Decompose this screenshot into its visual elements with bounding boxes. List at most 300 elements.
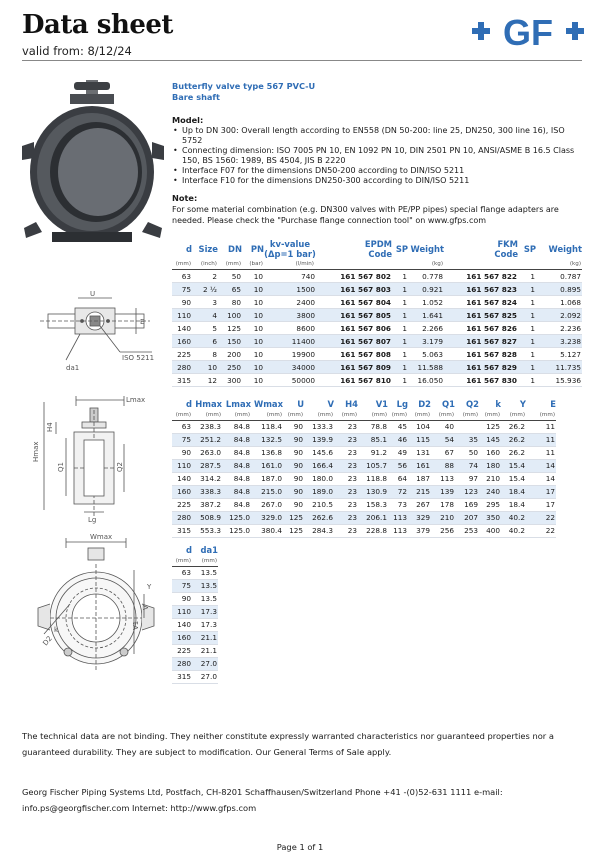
table-cell: 1.052 bbox=[408, 296, 444, 309]
table-cell: 1 bbox=[392, 361, 408, 374]
table-cell: 379 bbox=[408, 524, 431, 537]
table-cell: 13.5 bbox=[192, 579, 218, 592]
label-k: k bbox=[54, 626, 59, 634]
table-cell: 161 567 825 bbox=[444, 309, 518, 322]
table-cell: 169 bbox=[455, 498, 479, 511]
table-cell: 508.9 bbox=[192, 511, 222, 524]
table-row bbox=[172, 283, 582, 296]
col-epdm-line2: Code bbox=[368, 248, 392, 259]
table-cell: 8600 bbox=[264, 322, 316, 335]
table-cell: 161 567 824 bbox=[444, 296, 518, 309]
table-cell: 180.0 bbox=[304, 472, 334, 485]
table-cell: 238.3 bbox=[192, 420, 222, 433]
table-cell: 12 bbox=[192, 374, 218, 387]
table-cell: 187 bbox=[408, 472, 431, 485]
table-cell: 295 bbox=[479, 498, 501, 511]
table-cell: 215.0 bbox=[251, 485, 283, 498]
table-cell: 1 bbox=[392, 270, 408, 283]
table-row bbox=[172, 592, 218, 605]
table-cell: 21.1 bbox=[192, 631, 218, 644]
model-bullet-list bbox=[172, 126, 582, 186]
table-cell: 35 bbox=[455, 433, 479, 446]
label-lmax: Lmax bbox=[126, 396, 146, 404]
table-cell: 1.641 bbox=[408, 309, 444, 322]
col-sp-2: SP bbox=[523, 243, 536, 254]
table-cell: 125 bbox=[479, 420, 501, 433]
col-header: Q2 bbox=[466, 400, 479, 409]
table-cell: 161 567 826 bbox=[444, 322, 518, 335]
table-cell: 84.8 bbox=[222, 420, 251, 433]
company-address: Georg Fischer Piping Systems Ltd, Postfach, CH-8201 Schaffhausen/Switzerland Phone +41 -(0)52-631 1111 e-mail: info.ps@georgfischer.com Internet: http://www.gfps.com bbox=[22, 787, 503, 813]
model-heading: Model: bbox=[172, 115, 204, 125]
table-row bbox=[172, 348, 582, 361]
table-cell: 178 bbox=[431, 498, 455, 511]
table-cell: 17.3 bbox=[192, 618, 218, 631]
col-header: d bbox=[186, 546, 192, 555]
table-cell: 23 bbox=[334, 511, 358, 524]
product-title-block bbox=[172, 81, 315, 103]
col-header: Lg bbox=[396, 400, 408, 409]
table-cell: 161 567 822 bbox=[444, 270, 518, 283]
table-row bbox=[172, 511, 556, 524]
table-cell: 1 bbox=[392, 348, 408, 361]
table-cell: 145 bbox=[479, 433, 501, 446]
table-cell: 10 bbox=[192, 361, 218, 374]
unit: (mm) bbox=[192, 556, 218, 567]
table-cell: 72 bbox=[388, 485, 408, 498]
unit: (mm) bbox=[283, 410, 304, 421]
table-cell: 19900 bbox=[264, 348, 316, 361]
note-text: For some material combination (e.g. DN300 valves with PE/PP pipes) special flange adapters are needed. Please check the "Purchase flange connection tool" on www.gfps.com bbox=[172, 205, 559, 225]
unit: (mm) bbox=[431, 410, 455, 421]
unit: (mm) bbox=[251, 410, 283, 421]
table-cell: 4 bbox=[192, 309, 218, 322]
table-row bbox=[172, 498, 556, 511]
table-cell: 1 bbox=[392, 283, 408, 296]
table-row bbox=[172, 524, 556, 537]
col-kv-line2: (Δp=1 bar) bbox=[264, 248, 316, 259]
table-row bbox=[172, 657, 218, 670]
table-cell: 240 bbox=[479, 485, 501, 498]
table-cell: 10 bbox=[242, 296, 264, 309]
table-cell: 189.0 bbox=[304, 485, 334, 498]
table-cell: 15.4 bbox=[501, 472, 526, 485]
unit: (mm) bbox=[358, 410, 388, 421]
ordering-table bbox=[172, 240, 582, 387]
table-cell: 132.5 bbox=[251, 433, 283, 446]
unit: (kg) bbox=[536, 259, 582, 270]
table-cell: 90 bbox=[283, 420, 304, 433]
top-view-drawing bbox=[30, 290, 160, 380]
table-row bbox=[172, 472, 556, 485]
page-number: Page 1 of 1 bbox=[276, 842, 324, 852]
table-cell: 23 bbox=[334, 420, 358, 433]
table-cell: 0.921 bbox=[408, 283, 444, 296]
label-hmax: Hmax bbox=[32, 441, 40, 462]
table-cell: 23 bbox=[334, 446, 358, 459]
table-cell: 215 bbox=[408, 485, 431, 498]
table-cell: 740 bbox=[264, 270, 316, 283]
table-cell: 14 bbox=[526, 459, 556, 472]
table-cell: 140 bbox=[172, 472, 192, 485]
table-cell: 158.3 bbox=[358, 498, 388, 511]
table-cell: 187.0 bbox=[251, 472, 283, 485]
label-u: U bbox=[90, 290, 96, 298]
table-cell: 160 bbox=[479, 446, 501, 459]
table-cell: 125 bbox=[283, 511, 304, 524]
table-cell: 1 bbox=[518, 283, 536, 296]
table-cell: 160 bbox=[172, 335, 192, 348]
table-cell: 10 bbox=[242, 322, 264, 335]
table-cell: 6 bbox=[192, 335, 218, 348]
table-row bbox=[172, 322, 582, 335]
table-cell: 207 bbox=[455, 511, 479, 524]
table-row bbox=[172, 446, 556, 459]
table-cell: 50 bbox=[455, 446, 479, 459]
unit: (bar) bbox=[242, 259, 264, 270]
table-cell: 180 bbox=[479, 459, 501, 472]
table-cell: 90 bbox=[283, 498, 304, 511]
table-cell: 118.4 bbox=[251, 420, 283, 433]
table-cell: 380.4 bbox=[251, 524, 283, 537]
col-header: k bbox=[495, 400, 501, 409]
table-cell: 161 567 823 bbox=[444, 283, 518, 296]
table-cell: 2400 bbox=[264, 296, 316, 309]
table-cell: 250 bbox=[218, 361, 242, 374]
table-cell: 2.266 bbox=[408, 322, 444, 335]
table-cell: 74 bbox=[455, 459, 479, 472]
table-row bbox=[172, 605, 218, 618]
model-bullet: • Up to DN 300: Overall length according to EN558 (DN 50-200: line 25, DN250, 300 line 16), ISO 5752 bbox=[172, 126, 582, 146]
table-cell: 84.8 bbox=[222, 446, 251, 459]
front-view-drawing bbox=[30, 534, 160, 684]
table-cell: 18.4 bbox=[501, 485, 526, 498]
table-cell: 110 bbox=[172, 605, 192, 618]
table-cell bbox=[455, 420, 479, 433]
table-cell: 23 bbox=[334, 485, 358, 498]
table-cell: 113 bbox=[388, 524, 408, 537]
table-cell: 251.2 bbox=[192, 433, 222, 446]
table-cell: 15.936 bbox=[536, 374, 582, 387]
label-d2: D2 bbox=[41, 634, 54, 648]
table-cell: 18.4 bbox=[501, 498, 526, 511]
table-cell: 105.7 bbox=[358, 459, 388, 472]
logo-text: GF bbox=[503, 12, 553, 52]
table-cell: 139.9 bbox=[304, 433, 334, 446]
model-bullet: • Connecting dimension: ISO 7005 PN 10, EN 1092 PN 10, DIN 2501 PN 10, ANSI/ASME B 16.5 Class 150, BS 1560: 1989, BS 4504, JIS B 2220 bbox=[172, 146, 582, 166]
table-cell: 10 bbox=[242, 270, 264, 283]
table-cell: 63 bbox=[172, 566, 192, 579]
table-cell: 90 bbox=[283, 446, 304, 459]
bolt-hole-table bbox=[172, 546, 218, 684]
table-cell: 1.068 bbox=[536, 296, 582, 309]
unit: (mm) bbox=[479, 410, 501, 421]
model-bullet: • Interface F07 for the dimensions DN50-200 according to DIN/ISO 5211 bbox=[172, 166, 582, 176]
table-cell: 54 bbox=[431, 433, 455, 446]
table-cell: 553.3 bbox=[192, 524, 222, 537]
table-cell: 100 bbox=[218, 309, 242, 322]
table-cell: 300 bbox=[218, 374, 242, 387]
col-fkm-line1: FKM bbox=[497, 240, 518, 249]
table-cell: 5.063 bbox=[408, 348, 444, 361]
disclaimer-text: The technical data are not binding. They neither constitute expressly warranted characteristics nor guaranteed properties nor a guaranteed durability. They are subject to modification. Our General Terms of Sale apply. bbox=[22, 731, 554, 757]
col-header: E bbox=[550, 400, 556, 409]
table-cell: 10 bbox=[242, 335, 264, 348]
table-cell: 34000 bbox=[264, 361, 316, 374]
table-cell: 125 bbox=[283, 524, 304, 537]
table-cell: 67 bbox=[431, 446, 455, 459]
col-header: Y bbox=[519, 400, 526, 409]
table-cell: 27.0 bbox=[192, 657, 218, 670]
table-cell: 161 567 803 bbox=[316, 283, 392, 296]
table-cell: 166.4 bbox=[304, 459, 334, 472]
valve-product-photo bbox=[22, 72, 164, 262]
table-row bbox=[172, 433, 556, 446]
table-cell: 5 bbox=[192, 322, 218, 335]
label-h4: H4 bbox=[46, 422, 54, 432]
table-cell: 104 bbox=[408, 420, 431, 433]
table-cell: 10 bbox=[242, 283, 264, 296]
table-cell: 118.8 bbox=[358, 472, 388, 485]
col-header: U bbox=[297, 400, 304, 409]
table-cell: 3800 bbox=[264, 309, 316, 322]
table-cell: 1 bbox=[518, 322, 536, 335]
table-cell: 263.0 bbox=[192, 446, 222, 459]
label-y: Y bbox=[147, 583, 152, 591]
table-cell: 161 567 830 bbox=[444, 374, 518, 387]
table-cell: 115 bbox=[408, 433, 431, 446]
unit: (mm) bbox=[501, 410, 526, 421]
table-cell: 280 bbox=[172, 361, 192, 374]
col-kv bbox=[264, 240, 316, 259]
table-cell: 140 bbox=[172, 618, 192, 631]
table-cell: 329 bbox=[408, 511, 431, 524]
table-cell: 3 bbox=[192, 296, 218, 309]
table-cell: 161 567 805 bbox=[316, 309, 392, 322]
table-cell: 80 bbox=[218, 296, 242, 309]
unit: (mm) bbox=[218, 259, 242, 270]
table-cell: 17 bbox=[526, 498, 556, 511]
table-cell: 5.127 bbox=[536, 348, 582, 361]
col-header: H4 bbox=[345, 400, 358, 409]
table-cell: 22 bbox=[526, 511, 556, 524]
table-row bbox=[172, 459, 556, 472]
table-cell: 280 bbox=[172, 657, 192, 670]
table-cell: 125.0 bbox=[222, 511, 251, 524]
label-v: V bbox=[142, 605, 150, 610]
table-row bbox=[172, 579, 218, 592]
table-cell: 11.735 bbox=[536, 361, 582, 374]
table-cell: 210.5 bbox=[304, 498, 334, 511]
table-cell: 125.0 bbox=[222, 524, 251, 537]
table-cell: 1 bbox=[518, 296, 536, 309]
table-cell: 350 bbox=[479, 511, 501, 524]
table-cell: 14 bbox=[526, 472, 556, 485]
table-cell: 90 bbox=[172, 592, 192, 605]
table-cell: 315 bbox=[172, 524, 192, 537]
table-cell: 23 bbox=[334, 524, 358, 537]
unit: (kg) bbox=[408, 259, 444, 270]
table-cell: 125 bbox=[218, 322, 242, 335]
label-e: E bbox=[140, 318, 145, 326]
table-cell: 65 bbox=[218, 283, 242, 296]
gf-logo bbox=[472, 12, 584, 52]
table-cell: 136.8 bbox=[251, 446, 283, 459]
table-cell: 40.2 bbox=[501, 524, 526, 537]
units-row bbox=[172, 410, 556, 421]
table-row bbox=[172, 374, 582, 387]
table-cell: 1 bbox=[518, 361, 536, 374]
table-row bbox=[172, 618, 218, 631]
table-cell: 10 bbox=[242, 361, 264, 374]
table-row bbox=[172, 361, 582, 374]
table-cell: 50 bbox=[218, 270, 242, 283]
col-fkm bbox=[444, 240, 518, 259]
col-sp: SP bbox=[395, 243, 408, 254]
table-cell: 27.0 bbox=[192, 670, 218, 683]
table-cell: 131 bbox=[408, 446, 431, 459]
unit: (mm) bbox=[172, 259, 192, 270]
table-cell: 90 bbox=[283, 433, 304, 446]
table-cell: 267 bbox=[408, 498, 431, 511]
table-cell: 210 bbox=[431, 511, 455, 524]
table-cell: 314.2 bbox=[192, 472, 222, 485]
product-title: Butterfly valve type 567 PVC-U bbox=[172, 81, 316, 91]
table-row bbox=[172, 296, 582, 309]
table-cell: 145.6 bbox=[304, 446, 334, 459]
col-epdm-line1: EPDM bbox=[364, 240, 392, 249]
table-cell: 0.787 bbox=[536, 270, 582, 283]
table-cell: 139 bbox=[431, 485, 455, 498]
page-title: Data sheet bbox=[22, 10, 173, 40]
table-cell: 84.8 bbox=[222, 433, 251, 446]
table-cell: 3.238 bbox=[536, 335, 582, 348]
table-cell: 15.4 bbox=[501, 459, 526, 472]
col-header: d bbox=[186, 400, 192, 409]
table-cell: 84.8 bbox=[222, 485, 251, 498]
table-cell: 11 bbox=[526, 420, 556, 433]
table-cell: 1 bbox=[518, 374, 536, 387]
table-cell: 2 ½ bbox=[192, 283, 218, 296]
model-bullet: • Interface F10 for the dimensions DN250-300 according to DIN/ISO 5211 bbox=[172, 176, 582, 186]
table-cell: 11400 bbox=[264, 335, 316, 348]
unit: (mm) bbox=[172, 556, 192, 567]
col-epdm bbox=[316, 240, 392, 259]
table-cell: 97 bbox=[455, 472, 479, 485]
table-cell: 88 bbox=[431, 459, 455, 472]
table-cell: 1500 bbox=[264, 283, 316, 296]
table-cell: 11 bbox=[526, 433, 556, 446]
table-cell: 26.2 bbox=[501, 433, 526, 446]
table-cell: 26.2 bbox=[501, 420, 526, 433]
table-cell: 206.1 bbox=[358, 511, 388, 524]
table-cell: 1 bbox=[392, 335, 408, 348]
table-cell: 1 bbox=[392, 296, 408, 309]
table-cell: 161 567 807 bbox=[316, 335, 392, 348]
table-cell: 91.2 bbox=[358, 446, 388, 459]
dimensions-table bbox=[172, 400, 556, 538]
table-row bbox=[172, 485, 556, 498]
table-cell: 50000 bbox=[264, 374, 316, 387]
table-cell: 45 bbox=[388, 420, 408, 433]
table-cell: 287.5 bbox=[192, 459, 222, 472]
col-weight-2: Weight bbox=[548, 243, 582, 254]
table-cell: 2.236 bbox=[536, 322, 582, 335]
table-cell: 1 bbox=[518, 348, 536, 361]
table-cell: 84.8 bbox=[222, 459, 251, 472]
table-cell: 63 bbox=[172, 270, 192, 283]
table-cell: 160 bbox=[172, 631, 192, 644]
table-cell: 160 bbox=[172, 485, 192, 498]
col-header: D2 bbox=[418, 400, 431, 409]
table-cell: 40.2 bbox=[501, 511, 526, 524]
table-cell: 2 bbox=[192, 270, 218, 283]
col-header: da1 bbox=[200, 546, 218, 555]
unit: (l/min) bbox=[264, 259, 316, 270]
table-cell: 17.3 bbox=[192, 605, 218, 618]
table-cell: 1 bbox=[392, 322, 408, 335]
table-cell: 161 567 827 bbox=[444, 335, 518, 348]
label-q2: Q2 bbox=[116, 462, 124, 472]
table-cell: 13.5 bbox=[192, 566, 218, 579]
table-cell: 161 567 828 bbox=[444, 348, 518, 361]
table-cell: 90 bbox=[283, 472, 304, 485]
col-fkm-line2: Code bbox=[494, 248, 518, 259]
table-cell: 0.778 bbox=[408, 270, 444, 283]
table-cell: 315 bbox=[172, 670, 192, 683]
table-cell: 113 bbox=[431, 472, 455, 485]
table-cell: 262.6 bbox=[304, 511, 334, 524]
note-heading: Note: bbox=[172, 193, 198, 203]
table-cell: 228.8 bbox=[358, 524, 388, 537]
table-cell: 22 bbox=[526, 524, 556, 537]
unit: (mm) bbox=[304, 410, 334, 421]
table-cell: 56 bbox=[388, 459, 408, 472]
table-row bbox=[172, 270, 582, 283]
header-divider bbox=[22, 60, 582, 61]
label-q1: Q1 bbox=[57, 462, 65, 472]
table-cell: 64 bbox=[388, 472, 408, 485]
table-cell: 161 bbox=[408, 459, 431, 472]
table-cell: 85.1 bbox=[358, 433, 388, 446]
table-cell: 123 bbox=[455, 485, 479, 498]
label-iso: ISO 5211 bbox=[122, 354, 155, 362]
table-cell: 110 bbox=[172, 459, 192, 472]
table-cell: 161 567 806 bbox=[316, 322, 392, 335]
table-cell: 225 bbox=[172, 348, 192, 361]
col-pn: PN bbox=[250, 243, 264, 254]
table-cell: 90 bbox=[283, 485, 304, 498]
unit: (mm) bbox=[334, 410, 358, 421]
table-cell: 10 bbox=[242, 374, 264, 387]
table-cell: 130.9 bbox=[358, 485, 388, 498]
table-cell: 17 bbox=[526, 485, 556, 498]
table-cell: 16.050 bbox=[408, 374, 444, 387]
table-cell: 90 bbox=[172, 446, 192, 459]
table-cell: 63 bbox=[172, 420, 192, 433]
table-cell: 2.092 bbox=[536, 309, 582, 322]
table-cell: 75 bbox=[172, 283, 192, 296]
unit: (mm) bbox=[526, 410, 556, 421]
col-d: d bbox=[186, 243, 192, 254]
table-row bbox=[172, 670, 218, 683]
table-cell: 1 bbox=[518, 335, 536, 348]
table-cell: 1 bbox=[518, 270, 536, 283]
table-row bbox=[172, 566, 218, 579]
table-cell: 315 bbox=[172, 374, 192, 387]
table-cell: 150 bbox=[218, 335, 242, 348]
col-header: Wmax bbox=[253, 400, 283, 409]
